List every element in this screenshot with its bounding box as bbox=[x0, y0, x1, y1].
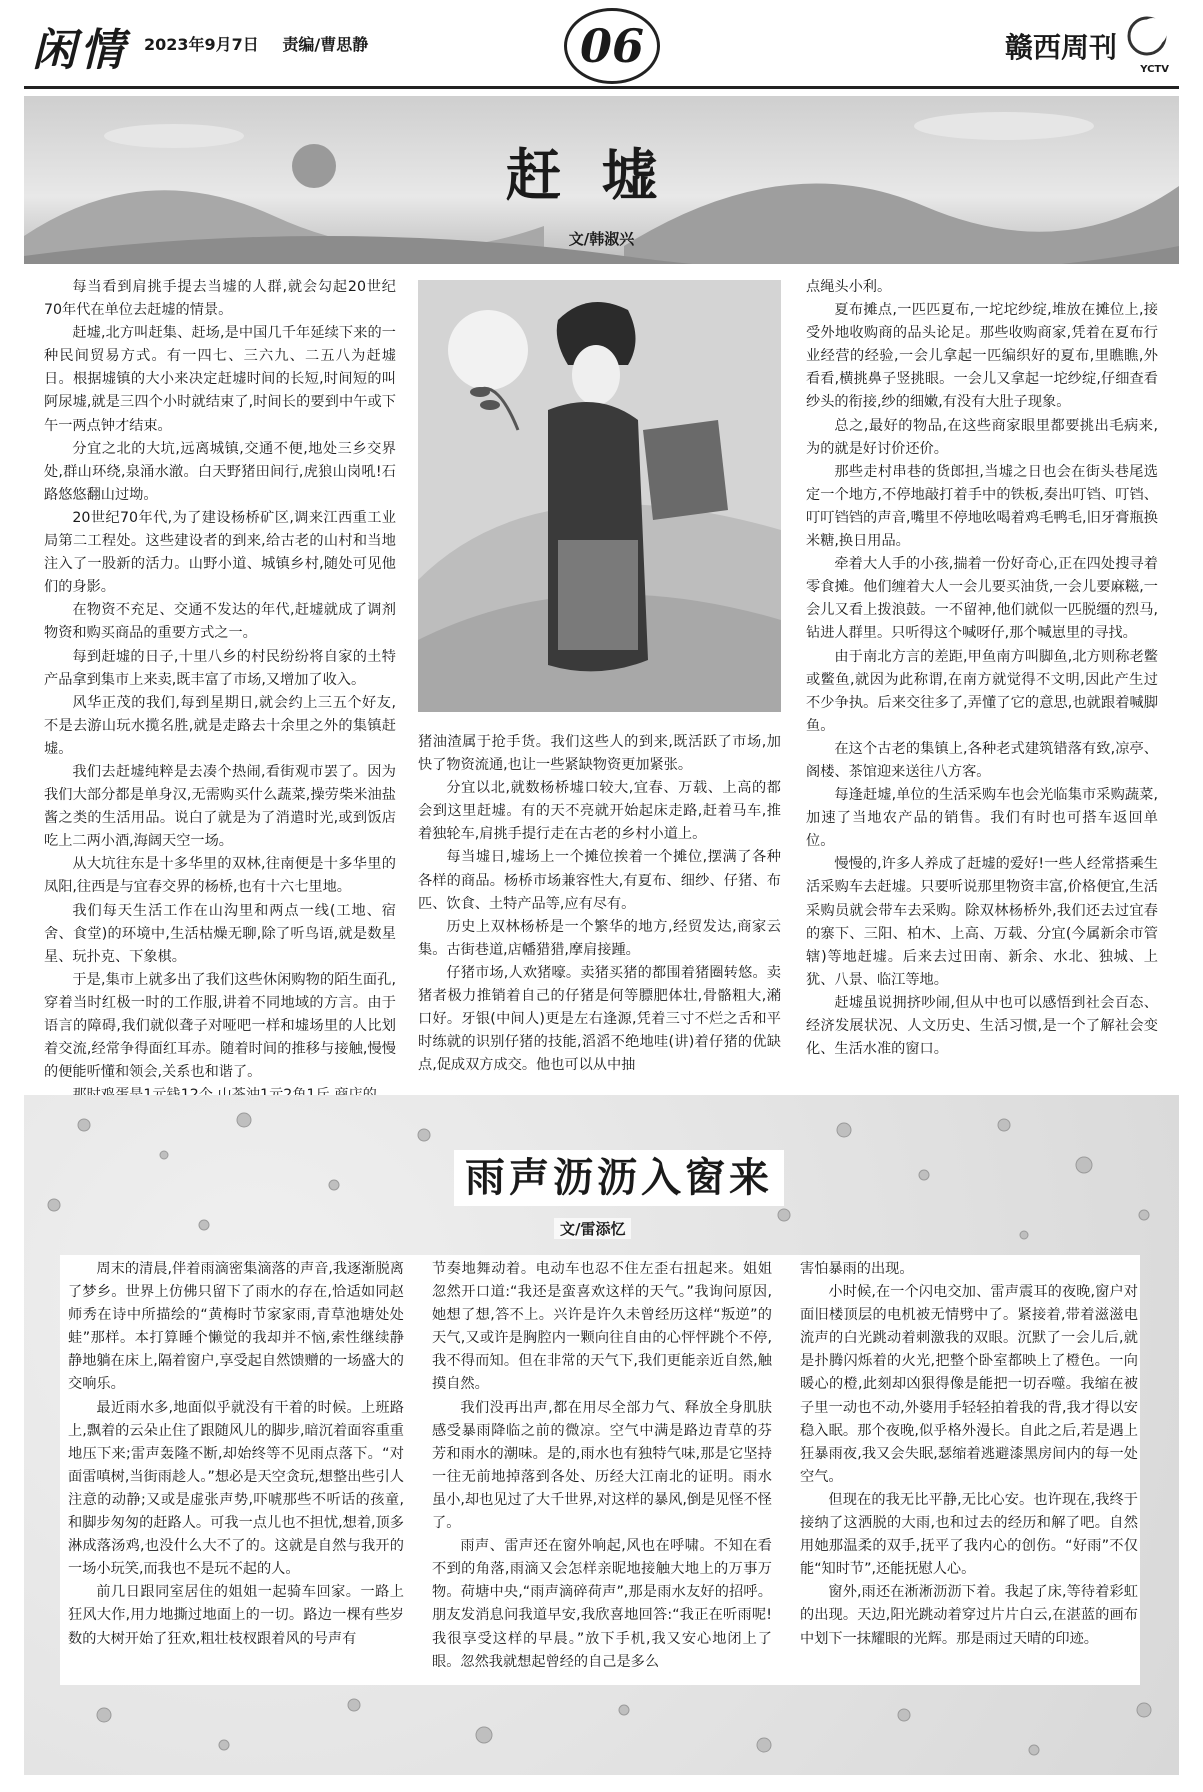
issue-date: 2023年9月7日 bbox=[144, 35, 259, 54]
masthead bbox=[24, 8, 1179, 88]
header-rule bbox=[24, 86, 1179, 89]
paragraph: 每到赶墟的日子,十里八乡的村民纷纷将自家的土特产品拿到集市上来卖,既丰富了市场,又增加了收入。 bbox=[44, 648, 396, 688]
paragraph: 牵着大人手的小孩,揣着一份好奇心,正在四处搜寻着零食摊。他们缠着大人一会儿要买油货,一会儿要麻糍,一会儿又看上拨浪鼓。一不留神,他们就似一匹脱缰的烈马,钻进人群里。只听得这个喊呀仔,那个喊崽里的寻找。 bbox=[806, 556, 1158, 642]
paragraph: 最近雨水多,地面似乎就没有干着的时候。上班路上,飘着的云朵止住了跟随风儿的脚步,暗沉着面容重重地压下来;雷声轰隆不断,却始终等不见雨点落下。“对面雷嗔树,当街雨趁人。”想必是天空贪玩,想整出些引人注意的动静;又或是虚张声势,吓唬那些不听话的孩童,和脚步匆匆的赶路人。可我一点儿也不担忧,想着,顶多淋成落汤鸡,也没什么大不了的。这就是自然与我开的一场小玩笑,而我也不是玩不起的人。 bbox=[68, 1399, 404, 1578]
paragraph: 夏布摊点,一匹匹夏布,一坨坨纱绽,堆放在摊位上,接受外地收购商的品头论足。那些收购商家,凭着在夏布行业经营的经验,一会儿拿起一匹编织好的夏布,里瞧瞧,外看看,横挑鼻子竖挑眼。一会儿又拿起一坨纱绽,仔细查看纱头的衔接,纱的细嫩,有没有大肚子现象。 bbox=[806, 302, 1158, 411]
paragraph: 猪油渣属于抢手货。我们这些人的到来,既活跃了市场,加快了物资流通,也让一些紧缺物资更加紧张。 bbox=[418, 734, 781, 774]
article1-title: 赶墟 bbox=[505, 143, 698, 209]
paragraph: 20世纪70年代,为了建设杨桥矿区,调来江西重工业局第二工程处。这些建设者的到来,给古老的山村和当地注入了一股新的活力。山野小道、城镇乡村,随处可见他们的身影。 bbox=[44, 509, 396, 596]
paragraph: 分宜以北,就数杨桥墟口较大,宜春、万载、上高的都会到这里赶墟。有的天不亮就开始起床走路,赶着马车,推着独轮车,肩挑手提行走在古老的乡村小道上。 bbox=[418, 780, 781, 843]
paragraph: 害怕暴雨的出现。 bbox=[800, 1261, 914, 1277]
paragraph: 节奏地舞动着。电动车也忍不住左歪右扭起来。姐姐忽然开口道:“我还是蛮喜欢这样的天气。”我询问原因,她想了想,答不上。兴许是许久未曾经历这样“叛逆”的天气,又或许是胸腔内一颗向往自由的心怦怦跳个不停,我不得而知。但在非常的天气下,我们更能亲近自然,触摸自然。 bbox=[432, 1261, 772, 1393]
paragraph: 赶墟,北方叫赶集、赶场,是中国几千年延续下来的一种民间贸易方式。有一四七、三六九、二五八为赶墟日。根据墟镇的大小来决定赶墟时间的长短,时间短的叫阿尿墟,就是三四个小时就结束了,时间长的要到中午或下午一两点钟才结束。 bbox=[44, 325, 396, 434]
paragraph: 我们每天生活工作在山沟里和两点一线(工地、宿舍、食堂)的环境中,生活枯燥无聊,除了听鸟语,就是数星星、玩扑克、下象棋。 bbox=[44, 902, 396, 965]
paragraph: 风华正茂的我们,每到星期日,就会约上三五个好友,不是去游山玩水揽名胜,就是走路去十余里之外的集镇赶墟。 bbox=[44, 694, 396, 757]
paragraph: 仔猪市场,人欢猪嚎。卖猪买猪的都围着猪圈转悠。卖猪者极力推销着自己的仔猪是何等膘肥体壮,骨骼粗大,潲口好。牙银(中间人)更是左右逢源,凭着三寸不烂之舌和平时练就的识别仔猪的技能,滔滔不绝地哇(讲)着仔猪的优缺点,促成双方成交。他也可以从中抽 bbox=[418, 964, 781, 1074]
paragraph: 点绳头小利。 bbox=[806, 279, 892, 295]
paragraph: 慢慢的,许多人养成了赶墟的爱好!一些人经常搭乘生活采购车去赶墟。只要听说那里物资丰富,价格便宜,生活采购员就会带车去采购。除双林杨桥外,我们还去过宜春的寨下、三阳、柏木、上高、万载、分宜(今属新余市管辖)等地赶墟。后来去过田南、新余、水北、独城、上犹、八景、临江等地。 bbox=[806, 856, 1158, 988]
paragraph: 从大坑往东是十多华里的双林,往南便是十多华里的凤阳,往西是与宜春交界的杨桥,也有十六七里地。 bbox=[44, 856, 396, 896]
article2-column-3 bbox=[800, 1258, 1138, 1651]
paragraph: 由于南北方言的差距,甲鱼南方叫脚鱼,北方则称老鳖或鳖鱼,就因为此称谓,在南方就觉得不文明,因此产生过不少争执。后来交往多了,弄懂了它的意思,也就跟着喊脚鱼。 bbox=[806, 648, 1158, 734]
paragraph: 总之,最好的物品,在这些商家眼里都要挑出毛病来,为的就是好讨价还价。 bbox=[806, 417, 1158, 457]
paragraph: 每当看到肩挑手提去当墟的人群,就会勾起20世纪70年代在单位去赶墟的情景。 bbox=[44, 279, 396, 319]
article2-author: 文/雷添忆 bbox=[554, 1218, 631, 1239]
paragraph: 我们没再出声,都在用尽全部力气、释放全身肌肤感受暴雨降临之前的微凉。空气中满是路边青草的芬芳和雨水的潮味。是的,雨水也有独特气味,那是它坚持一往无前地掉落到各处、历经大江南北的证明。雨水虽小,却也见过了大千世界,对这样的暴风,倒是见怪不怪了。 bbox=[432, 1399, 772, 1532]
paragraph: 分宜之北的大坑,远离城镇,交通不便,地处三乡交界处,群山环绕,泉涌水澈。白天野猪田间行,虎狼山岗吼!石路悠悠翻山过坳。 bbox=[44, 440, 396, 503]
paragraph: 每当墟日,墟场上一个摊位挨着一个摊位,摆满了各种各样的商品。杨桥市场兼容性大,有夏布、细纱、仔猪、布匹、饮食、土特产品等,应有尽有。 bbox=[418, 849, 781, 912]
paragraph: 窗外,雨还在淅淅沥沥下着。我起了床,等待着彩虹的出现。天边,阳光跳动着穿过片片白云,在湛蓝的画布中划下一抹耀眼的光辉。那是雨过天晴的印迹。 bbox=[800, 1584, 1138, 1647]
paragraph: 周末的清晨,伴着雨滴密集滴落的声音,我逐渐脱离了梦乡。世界上仿佛只留下了雨水的存在,恰适如同赵师秀在诗中所描绘的“黄梅时节家家雨,青草池塘处处蛙”那样。本打算睡个懒觉的我却并不恼,索性继续静静地躺在床上,隔着窗户,享受起自然馈赠的一场盛大的交响乐。 bbox=[68, 1261, 404, 1393]
paragraph: 在这个古老的集镇上,各种老式建筑错落有致,凉亭、阁楼、茶馆迎来送往八方客。 bbox=[806, 740, 1158, 780]
paragraph: 雨声、雷声还在窗外响起,风也在呼啸。不知在看不到的角落,雨滴又会怎样亲昵地接触大地上的万事万物。荷塘中央,“雨声滴碎荷声”,那是雨水友好的招呼。朋友发消息问我道早安,我欣喜地回答:“我正在听雨呢!我很享受这样的早晨。”放下手机,我又安心地闭上了眼。忽然我就想起曾经的自己是多么 bbox=[432, 1538, 772, 1670]
article2-column-2 bbox=[432, 1258, 772, 1674]
yctv-logo-icon bbox=[1121, 12, 1173, 64]
article1-column-3 bbox=[806, 276, 1158, 1061]
logo-text: YCTV bbox=[1140, 64, 1169, 75]
paragraph: 历史上双林杨桥是一个繁华的地方,经贸发达,商家云集。古街巷道,店幡猎猎,摩肩接踵。 bbox=[418, 918, 781, 958]
paragraph: 我们去赶墟纯粹是去凑个热闹,看街观市罢了。因为我们大部分都是单身汉,无需购买什么蔬菜,操劳柴米油盐酱之类的生活用品。说白了就是为了消遣时光,或到饭店吃上二两小酒,海阔天空一场。 bbox=[44, 763, 396, 850]
paragraph: 于是,集市上就多出了我们这些休闲购物的陌生面孔,穿着当时红极一时的工作服,讲着不同地域的方言。由于语言的障碍,我们就似聋子对哑吧一样和墟场里的人比划着交流,经常争得面红耳赤。随着时间的推移与接触,慢慢的便能听懂和领会,关系也和谐了。 bbox=[44, 971, 396, 1081]
paragraph: 在物资不充足、交通不发达的年代,赶墟就成了调剂物资和购买商品的重要方式之一。 bbox=[44, 602, 396, 642]
paragraph: 那些走村串巷的货郎担,当墟之日也会在街头巷尾选定一个地方,不停地敲打着手中的铁板,奏出叮铛、叮铛、叮叮铛铛的声音,嘴里不停地吆喝着鸡毛鸭毛,旧牙膏瓶换米糖,换日用品。 bbox=[806, 463, 1158, 550]
editor-credit: 责编/曹思静 bbox=[282, 35, 369, 54]
article2-column-1 bbox=[68, 1258, 404, 1651]
page-number: 06 bbox=[564, 8, 660, 84]
paragraph: 前几日跟同室居住的姐姐一起骑车回家。一路上狂风大作,用力地撕过地面上的一切。路边一棵有些岁数的大树开始了狂欢,粗壮枝杈跟着风的号声有 bbox=[68, 1584, 404, 1647]
article2-title: 雨声沥沥入窗来 bbox=[454, 1150, 784, 1206]
woman-with-basket-illustration bbox=[418, 280, 781, 712]
section-name: 闲情 bbox=[32, 25, 128, 76]
paragraph: 赶墟虽说拥挤吵闹,但从中也可以感悟到社会百态、经济发展状况、人文历史、生活习惯,是一个了解社会变化、生活水准的窗口。 bbox=[806, 994, 1158, 1058]
paragraph: 每逢赶墟,单位的生活采购车也会光临集市采购蔬菜,加速了当地农产品的销售。我们有时也可搭车返回单位。 bbox=[806, 787, 1158, 850]
issue-meta bbox=[144, 32, 386, 55]
article1-column-1 bbox=[44, 276, 396, 1107]
paragraph: 小时候,在一个闪电交加、雷声震耳的夜晚,窗户对面旧楼顶层的电机被无情劈中了。紧接着,带着滋滋电流声的白光跳动着刺激我的双眼。沉默了一会儿后,就是扑腾闪烁着的火光,把整个卧室都映上了橙色。一向暖心的橙,此刻却凶狠得像是能把一切吞噬。我缩在被子里一动也不动,外婆用手轻轻拍着我的背,我才得以安稳入眠。那个夜晚,似乎格外漫长。自此之后,若是遇上狂暴雨夜,我又会失眠,瑟缩着逃避漆黑房间内的每一处空气。 bbox=[800, 1284, 1138, 1485]
article1-author: 文/韩淑兴 bbox=[568, 230, 635, 248]
paragraph: 但现在的我无比平静,无比心安。也许现在,我终于接纳了这洒脱的大雨,也和过去的经历和解了吧。自然用她那温柔的双手,抚平了我内心的创伤。“好雨”不仅能“知时节”,还能抚慰人心。 bbox=[800, 1491, 1138, 1578]
paper-name: 赣西周刊 bbox=[1004, 31, 1117, 64]
article1-column-2 bbox=[418, 731, 781, 1077]
